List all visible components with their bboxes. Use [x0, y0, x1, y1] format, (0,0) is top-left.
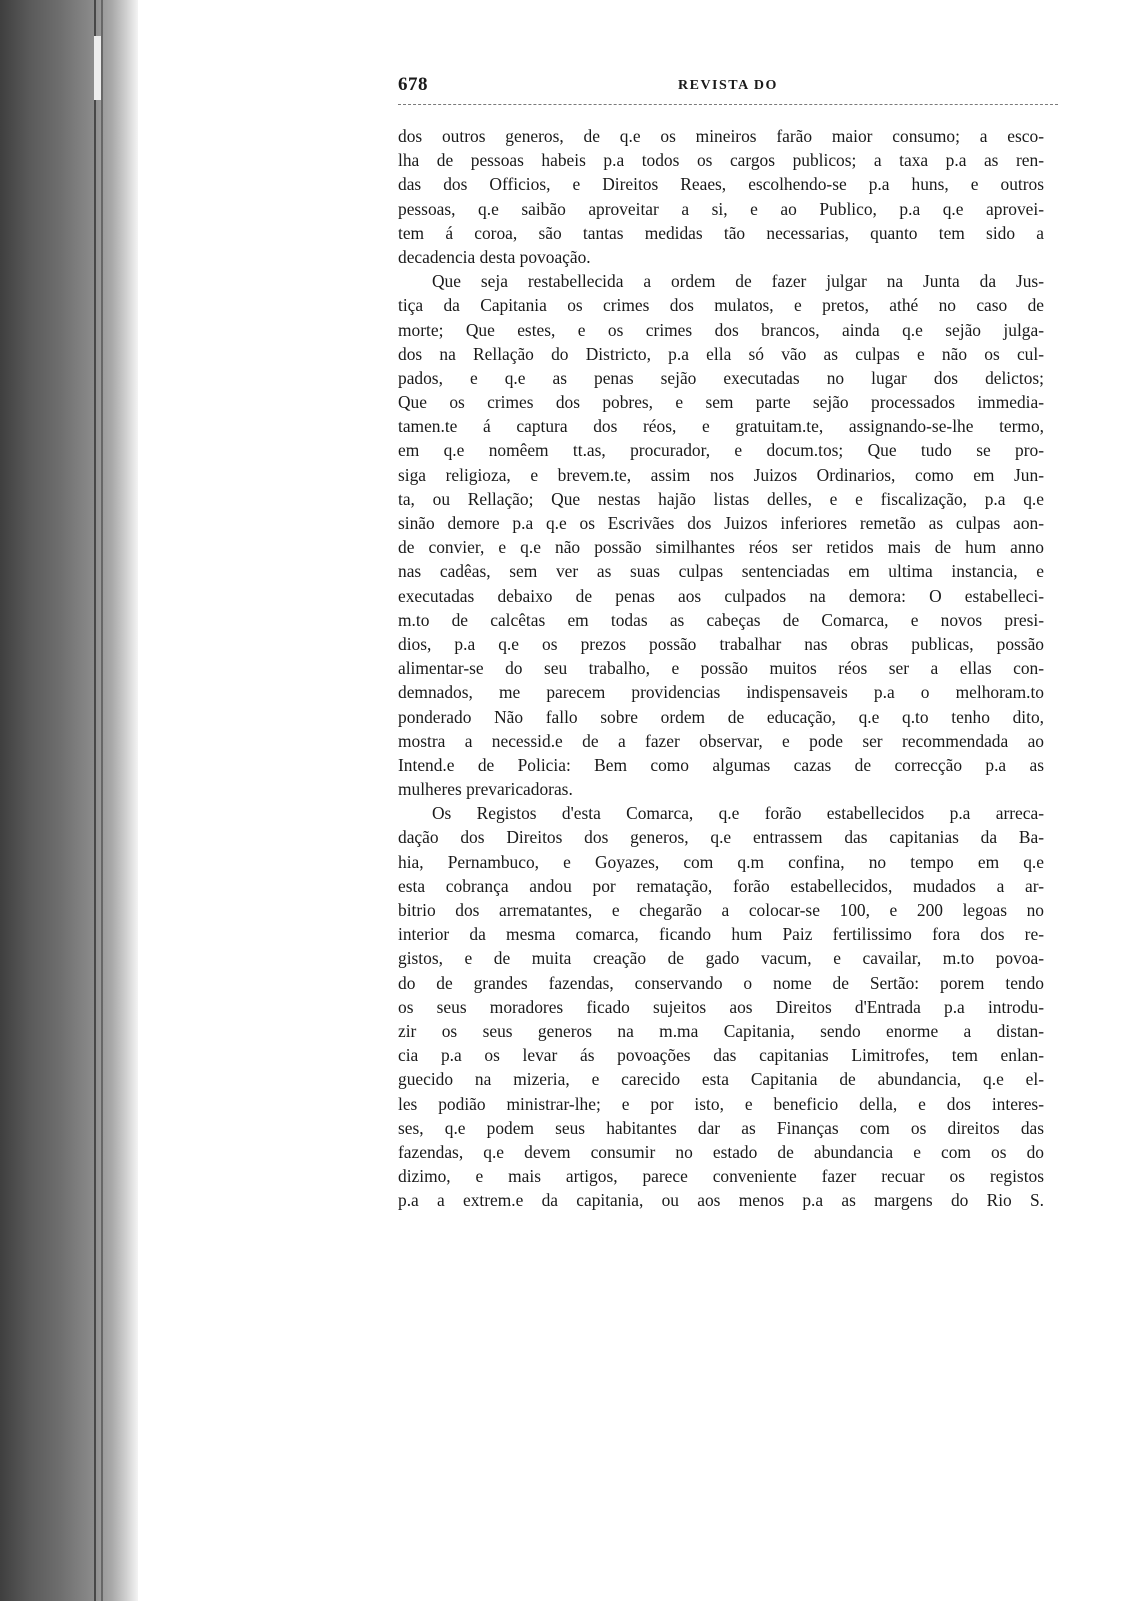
- text-line: hia, Pernambuco, e Goyazes, com q.m confina, no tempo em q.e: [398, 851, 1044, 872]
- text-line: fazendas, q.e devem consumir no estado de abundancia e com os do: [398, 1141, 1044, 1162]
- text-line: ponderado Não fallo sobre ordem de educação, q.e q.to tenho dito,: [398, 706, 1044, 727]
- text-line: de convier, e q.e não possão similhantes réos ser retidos mais de hum anno: [398, 537, 1044, 558]
- text-line: guecido na mizeria, e carecido esta Capitania de abundancia, q.e el-: [398, 1069, 1044, 1090]
- text-line: esta cobrança andou por rematação, forão estabellecidos, mudados a ar-: [398, 875, 1044, 896]
- text-line: dios, p.a q.e os prezos possão trabalhar nas obras publicas, possão: [398, 633, 1044, 654]
- text-line: das dos Officios, e Direitos Reaes, escolhendo-se p.a huns, e outros: [398, 174, 1044, 195]
- binding-edge-line: [94, 0, 96, 1601]
- text-line: siga religioza, e brevem.te, assim nos Juizos Ordinarios, como em Jun-: [398, 464, 1044, 485]
- text-line: p.a a extrem.e da capitania, ou aos menos p.a as margens do Rio S.: [398, 1190, 1044, 1211]
- text-line: bitrio dos arrematantes, e chegarão a colocar-se 100, e 200 legoas no: [398, 900, 1044, 920]
- text-line: Os Registos d'esta Comarca, q.e forão estabellecidos p.a arreca-: [432, 803, 1044, 824]
- text-line: pados, e q.e as penas sejão executadas no lugar dos delictos;: [398, 367, 1044, 388]
- text-line: lha de pessoas habeis p.a todos os cargos publicos; a taxa p.a as ren-: [398, 150, 1044, 171]
- text-line: Que os crimes dos pobres, e sem parte sejão processados immedia-: [398, 392, 1044, 413]
- text-line: zir os seus generos na m.ma Capitania, sendo enorme a distan-: [398, 1020, 1044, 1041]
- binding-shadow: [0, 0, 138, 1601]
- text-line: do de grandes fazendas, conservando o nome de Sertão: porem tendo: [398, 972, 1044, 993]
- text-line: sinão demore p.a q.e os Escrivães dos Juizos inferiores remetão as culpas aon-: [398, 513, 1044, 533]
- binding-highlight: [94, 36, 101, 100]
- text-line: ta, ou Rellação; Que nestas hajão listas delles, e e fiscalização, p.a q.e: [398, 488, 1044, 509]
- text-line: em q.e nomêem tt.as, procurador, e docum.tos; Que tudo se pro-: [398, 440, 1044, 461]
- text-line: dos na Rellação do Districto, p.a ella só vão as culpas e não os cul-: [398, 343, 1044, 364]
- text-line: dação dos Direitos dos generos, q.e entrassem das capitanias da Ba-: [398, 827, 1044, 848]
- text-line: tamen.te á captura dos réos, e gratuitam.te, assignando-se-lhe termo,: [398, 416, 1044, 437]
- body-text: [398, 124, 1044, 1212]
- text-line: os seus moradores ficado sujeitos aos Direitos d'Entrada p.a introdu-: [398, 996, 1044, 1017]
- page-number: 678: [398, 74, 428, 95]
- text-line: ses, q.e podem seus habitantes dar as Finanças com os direitos das: [398, 1117, 1044, 1138]
- text-line: alimentar-se do seu trabalho, e possão muitos réos ser a ellas con-: [398, 658, 1044, 679]
- text-line: Intend.e de Policia: Bem como algumas cazas de correcção p.a as: [398, 754, 1044, 775]
- header-rule: [398, 104, 1058, 105]
- text-line: mulheres prevaricadoras.: [398, 779, 573, 800]
- text-line: cia p.a os levar ás povoações das capitanias Limitrofes, tem enlan-: [398, 1045, 1044, 1066]
- text-line: Que seja restabellecida a ordem de fazer julgar na Junta da Jus-: [432, 271, 1044, 292]
- text-line: tem á coroa, são tantas medidas tão necessarias, quanto tem sido a: [398, 222, 1044, 243]
- text-line: m.to de calcêtas em todas as cabeças de Comarca, e novos presi-: [398, 609, 1044, 630]
- text-line: dos outros generos, de q.e os mineiros farão maior consumo; a esco-: [398, 126, 1044, 146]
- text-line: mostra a necessid.e de a fazer observar, e pode ser recommendada ao: [398, 730, 1044, 751]
- binding-edge-line: [101, 0, 103, 1601]
- text-line: les podião ministrar-lhe; e por isto, e beneficio della, e dos interes-: [398, 1093, 1044, 1114]
- text-line: nas cadêas, sem ver as suas culpas sentenciadas em ultima instancia, e: [398, 561, 1044, 582]
- running-title: REVISTA DO: [678, 78, 778, 93]
- text-line: dizimo, e mais artigos, parece conveniente fazer recuar os registos: [398, 1166, 1044, 1187]
- text-line: tiça da Capitania os crimes dos mulatos, e pretos, athé no caso de: [398, 295, 1044, 316]
- text-line: interior da mesma comarca, ficando hum Paiz fertilissimo fora dos re-: [398, 924, 1044, 945]
- text-line: demnados, me parecem providencias indispensaveis p.a o melhoram.to: [398, 682, 1044, 703]
- page-header: [398, 74, 1058, 104]
- text-line: executadas debaixo de penas aos culpados na demora: O estabelleci-: [398, 585, 1044, 606]
- text-line: pessoas, q.e saibão aproveitar a si, e ao Publico, p.a q.e aprovei-: [398, 198, 1044, 219]
- text-line: gistos, e de muita creação de gado vacum, e cavailar, m.to povoa-: [398, 948, 1044, 969]
- text-line: decadencia desta povoação.: [398, 246, 591, 267]
- text-line: morte; Que estes, e os crimes dos brancos, ainda q.e sejão julga-: [398, 319, 1044, 340]
